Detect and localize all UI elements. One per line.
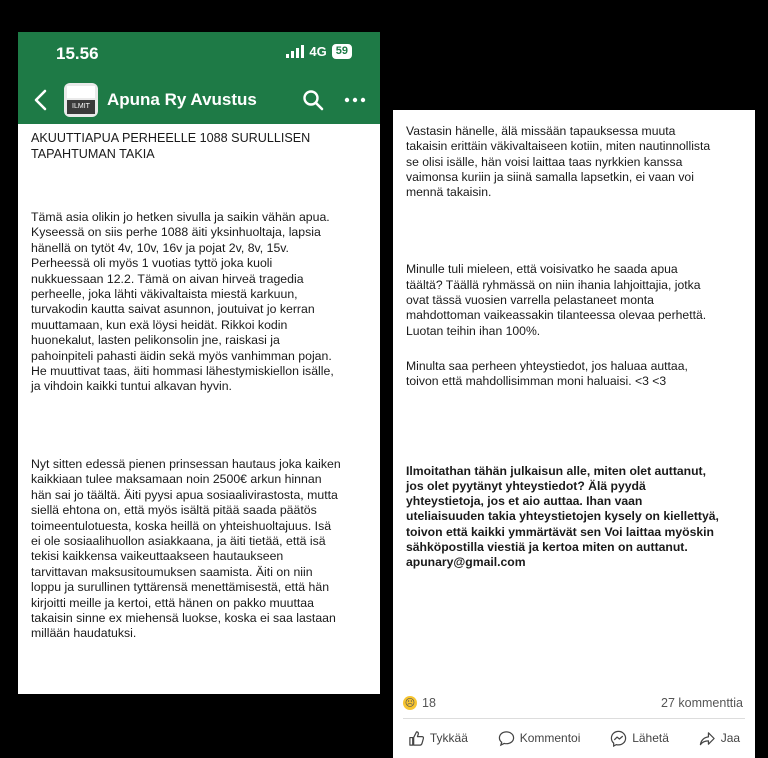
reaction-count[interactable]: 18: [422, 696, 436, 710]
post-paragraph: Minulta saa perheen yhteystiedot, jos haluaa auttaa, toivon että mahdollisimman moni haluaisi. <3 <3: [406, 358, 688, 389]
more-options-icon[interactable]: [344, 89, 366, 111]
post-body-left: [18, 124, 380, 642]
post-stats: [403, 694, 743, 712]
sad-reaction-icon[interactable]: ☹: [404, 697, 416, 709]
action-bar: [393, 724, 755, 752]
like-button[interactable]: [408, 730, 468, 747]
comment-count[interactable]: 27 kommenttia: [661, 696, 743, 710]
status-time: 15.56: [56, 44, 99, 63]
divider: [403, 718, 745, 719]
post-body-right: [393, 110, 755, 571]
post-paragraph: Nyt sitten edessä pienen prinsessan hautaus joka kaiken kaikkiaan tulee maksamaan noin 2500€ arkun hinnan hän sai jo täältä. Äiti pyysi apua sosiaalivirastosta, mutta siellä ehtona on, että myös isältä pitää saada päätös toimeentulotuesta, koska heillä on yhteishuoltajuus. Isä ei ole sosiaalihuollon asiakkaana, ja äiti tietää, että isä tekisi kaikkensa vaikeuttaakseen hautaukseen tarvittavan maksusitoumuksen saamista. Äiti on niin loppu ja surullinen tyttärensä menettämisestä, että hän kirjoitti meille ja kertoi, että hänen on pakko muuttaa takaisin sinne ex miehensä luokse, koska ei saa lastaan millään haudatuksi.: [31, 456, 341, 641]
post-paragraph: Minulle tuli mieleen, että voisivatko he saada apua täältä? Täällä ryhmässä on niin ihania lahjoittajia, jotka ovat tässä vuosien varrella pelastaneet monta mahdottoman vaikeassakin tilanteessa olevaa perhettä. Luotan teihin ihan 100%.: [406, 262, 707, 338]
post-paragraph: Vastasin hänelle, älä missään tapauksessa muuta takaisin erittäin väkivaltaiseen kotiin, miten nautinnollista se olisi isälle, hän voisi laittaa taas nyrkkien kanssa vaimonsa kuriin ja siinä samalla lapsetkin, ei vaan voi mennä takaisin.: [406, 124, 711, 200]
app-header: [18, 32, 380, 124]
back-arrow-icon[interactable]: [32, 88, 50, 112]
comment-icon: [498, 730, 515, 747]
group-nav-bar: [18, 80, 380, 120]
post-paragraph: Tämä asia olikin jo hetken sivulla ja saikin vähän apua. Kyseessä on siis perhe 1088 äiti yksinhuoltaja, lapsia hänellä on tytöt 4v, 10v, 16v ja pojat 2v, 8v, 15v. Perheessä oli myös 1 vuotias tyttö joka kuoli nukkuessaan 12.2. Tämä on aivan hirveä tragedia perheelle, joka lähti väkivaltaista miestä karkuun, turvakodin kautta saivat asunnon, joutuivat jo kerran muuttamaan, kun exä löysi heidät. Rikkoi kodin huonekalut, lasten pelikonsolin jne, raiskasi ja pahoinpiteli pahasti äidin sekä myös vanhimman pojan. He muuttivat taas, äiti hommasi lähestymiskiellon isälle, ja vihdoin kaikki tuntui alkavan hyvin.: [31, 210, 334, 394]
share-arrow-icon: [699, 730, 716, 747]
comment-label: Kommentoi: [519, 731, 581, 745]
post-title: AKUUTTIAPUA PERHEELLE 1088 SURULLISEN TAPAHTUMAN TAKIA: [31, 131, 311, 161]
search-icon[interactable]: [302, 89, 324, 111]
network-label: 4G: [309, 44, 327, 59]
signal-icon: [286, 45, 304, 58]
battery-icon: 59: [332, 44, 352, 59]
right-screenshot: [393, 110, 755, 758]
post-paragraph-bold: Ilmoitathan tähän julkaisun alle, miten olet auttanut, jos olet pyytänyt yhteystiedot? Älä pyydä yhteystietoja, jos et aio auttaa. Ihan vaan uteliaisuuden takia yhteystietojen kysely on kiellettyä, toivon että kaikki ymmärtävät sen Voi laittaa myöskin sähköpostilla viestiä ja kertoa miten on auttanut. apunary@gmail.com: [406, 463, 719, 570]
share-label: Jaa: [720, 731, 741, 745]
share-button[interactable]: [699, 730, 740, 747]
comment-button[interactable]: [498, 730, 581, 747]
group-logo[interactable]: [64, 83, 98, 117]
messenger-icon: [610, 730, 627, 747]
status-bar: [18, 42, 380, 64]
left-screenshot: [18, 32, 380, 694]
status-icons: [286, 44, 352, 59]
group-name[interactable]: Apuna Ry Avustus: [107, 90, 257, 109]
thumbs-up-icon: [408, 730, 425, 747]
logo-text: ILMIT: [67, 100, 95, 114]
like-label: Tykkää: [429, 731, 468, 745]
send-label: Lähetä: [632, 731, 669, 745]
send-button[interactable]: [610, 730, 669, 747]
